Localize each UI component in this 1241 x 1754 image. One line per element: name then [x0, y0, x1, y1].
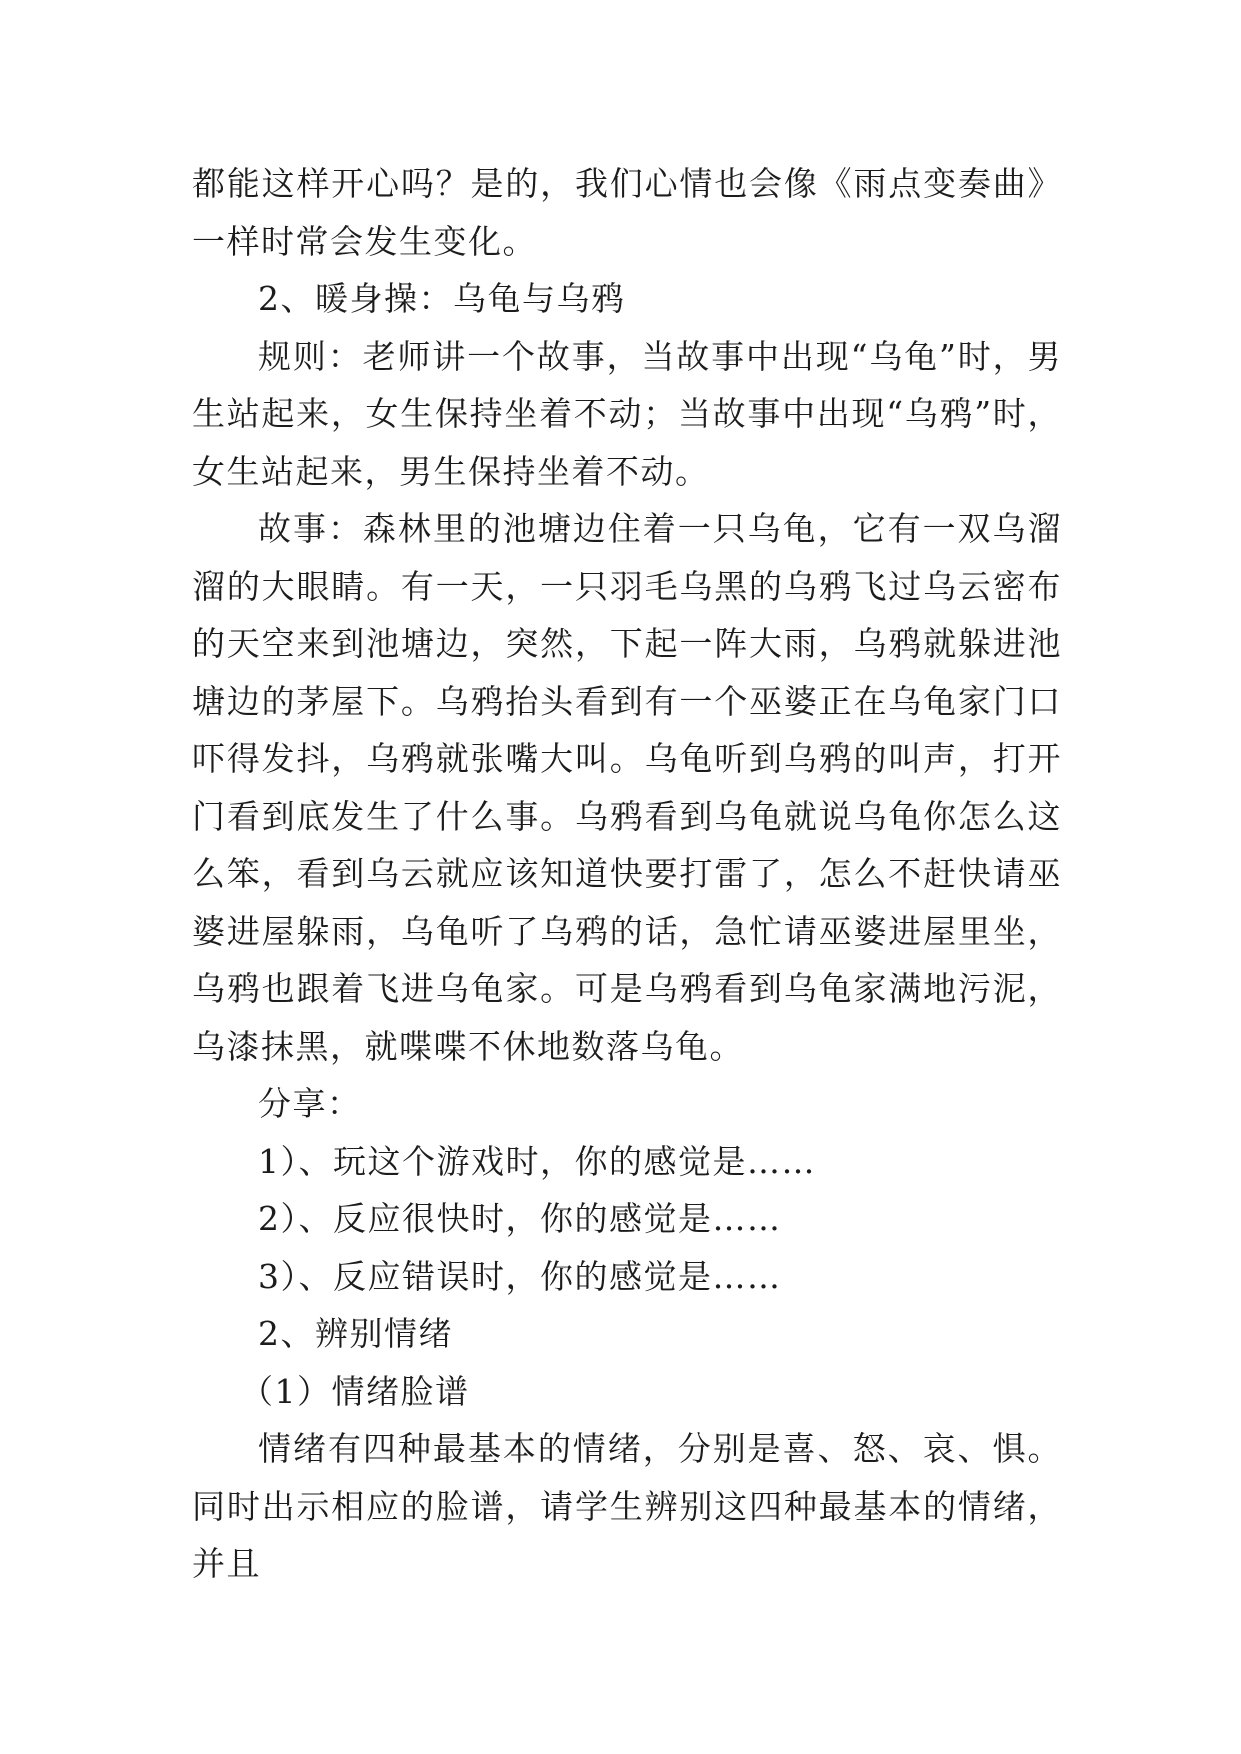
- paragraph-rules: 规则：老师讲一个故事，当故事中出现“乌龟”时，男生站起来，女生保持坐着不动；当故事中出现“乌鸦”时，女生站起来，男生保持坐着不动。: [192, 336, 1062, 491]
- document-body: [192, 155, 1062, 1593]
- subsection-heading-emotion-faces: （1）情绪脸谱: [240, 1371, 470, 1411]
- paragraph-story: 故事：森林里的池塘边住着一只乌龟，它有一双乌溜溜的大眼睛。有一天，一只羽毛乌黑的乌鸦飞过乌云密布的天空来到池塘边，突然，下起一阵大雨，乌鸦就躲进池塘边的茅屋下。乌鸦抬头看到有一个巫婆正在乌龟家门口吓得发抖，乌鸦就张嘴大叫。乌龟听到乌鸦的叫声，打开门看到底发生了什么事。乌鸦看到乌龟就说乌龟你怎么这么笨，看到乌云就应该知道快要打雷了，怎么不赶快请巫婆进屋躲雨，乌龟听了乌鸦的话，急忙请巫婆进屋里坐，乌鸦也跟着飞进乌龟家。可是乌鸦看到乌龟家满地污泥，乌漆抹黑，就喋喋不休地数落乌龟。: [192, 509, 1062, 1066]
- list-item-share-1: 1）、玩这个游戏时，你的感觉是……: [258, 1141, 816, 1181]
- list-item-share-3: 3）、反应错误时，你的感觉是……: [258, 1256, 782, 1296]
- heading-share: 分享：: [258, 1084, 362, 1123]
- paragraph-intro-continuation: 都能这样开心吗？是的，我们心情也会像《雨点变奏曲》一样时常会发生变化。: [192, 164, 1062, 261]
- list-item-share-2: 2）、反应很快时，你的感觉是……: [258, 1199, 782, 1238]
- paragraph-four-emotions: 情绪有四种最基本的情绪，分别是喜、怒、哀、惧。同时出示相应的脸谱，请学生辨别这四种最基本的情绪，并且: [192, 1429, 1062, 1583]
- section-heading-identify-emotions: 2、辨别情绪: [258, 1314, 453, 1353]
- section-heading-warmup: 2、暖身操：乌龟与乌鸦: [258, 279, 626, 318]
